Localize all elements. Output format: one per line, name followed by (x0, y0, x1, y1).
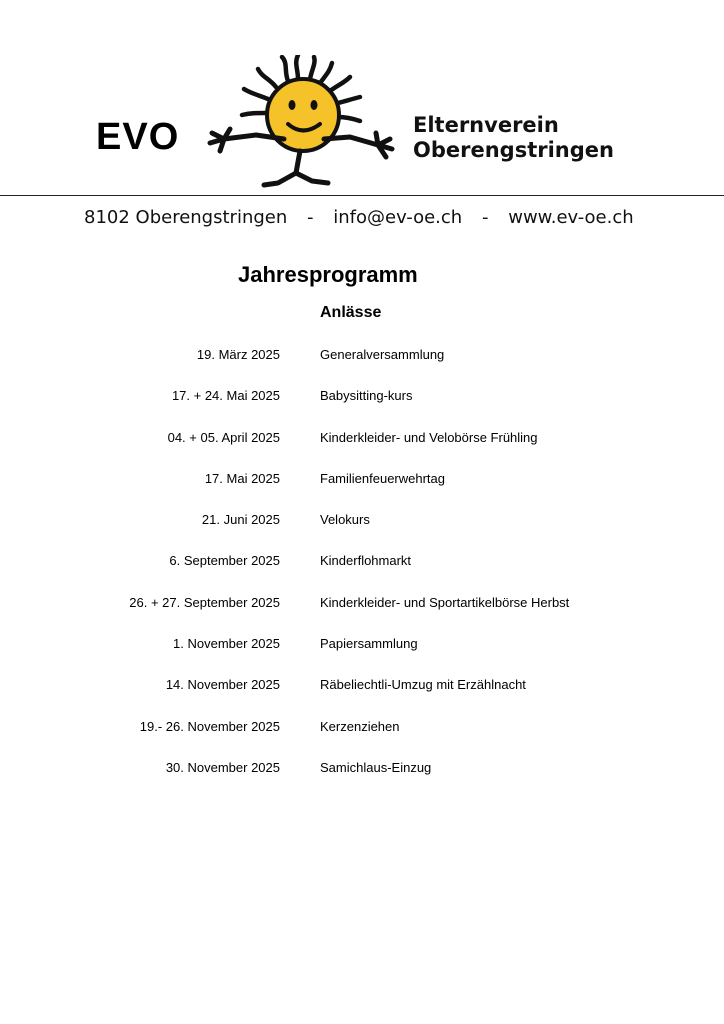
event-name: Velokurs (320, 512, 370, 528)
event-name: Kinderflohmarkt (320, 553, 412, 569)
contact-website[interactable]: www.ev-oe.ch (508, 207, 634, 228)
logo-text: EVO (96, 116, 180, 158)
event-date: 19. März 2025 (196, 347, 280, 362)
page-title: Jahresprogramm (238, 262, 418, 287)
header-divider (0, 195, 724, 196)
event-name: Samichlaus-Einzug (320, 759, 432, 775)
sun-figure-icon (200, 55, 405, 195)
event-date: 1. November 2025 (173, 636, 280, 652)
event-date: 19.- 26. November 2025 (139, 718, 280, 734)
event-name: Papiersammlung (320, 636, 418, 652)
event-list (0, 346, 724, 800)
event-row (0, 676, 724, 717)
org-name (413, 113, 614, 163)
event-name: Babysitting-kurs (320, 388, 413, 404)
contact-email[interactable]: info@ev-oe.ch (333, 207, 463, 228)
event-row (0, 470, 724, 511)
event-date: 14. November 2025 (165, 677, 280, 693)
event-row (0, 511, 724, 552)
event-date: 26. + 27. September 2025 (129, 594, 280, 610)
event-row (0, 387, 724, 428)
event-name: Generalversammlung (320, 347, 445, 362)
event-row (0, 635, 724, 676)
event-date: 6. September 2025 (169, 553, 280, 569)
contact-separator: - (481, 207, 489, 228)
event-row (0, 759, 724, 800)
org-name-line1: Elternverein (413, 113, 559, 137)
section-heading: Anlässe (320, 304, 382, 321)
event-row (0, 594, 724, 635)
event-row (0, 552, 724, 593)
event-date: 17. + 24. Mai 2025 (171, 388, 280, 404)
contact-separator: - (307, 207, 314, 228)
event-name: Familienfeuerwehrtag (320, 470, 446, 486)
contact-address: 8102 Oberengstringen (84, 207, 288, 228)
event-name: Kinderkleider- und Sportartikelbörse Herbst (320, 594, 570, 610)
event-row (0, 346, 724, 387)
org-name-line2: Oberengstringen (413, 138, 614, 162)
event-date: 04. + 05. April 2025 (167, 429, 280, 445)
contact-line (84, 206, 634, 230)
event-row (0, 429, 724, 470)
event-date: 30. November 2025 (165, 759, 280, 775)
event-row (0, 718, 724, 759)
event-name: Kerzenziehen (320, 718, 400, 734)
event-date: 17. Mai 2025 (204, 470, 280, 486)
event-name: Kinderkleider- und Velobörse Frühling (320, 429, 538, 445)
event-date: 21. Juni 2025 (201, 512, 280, 528)
event-name: Räbeliechtli-Umzug mit Erzählnacht (320, 677, 526, 693)
